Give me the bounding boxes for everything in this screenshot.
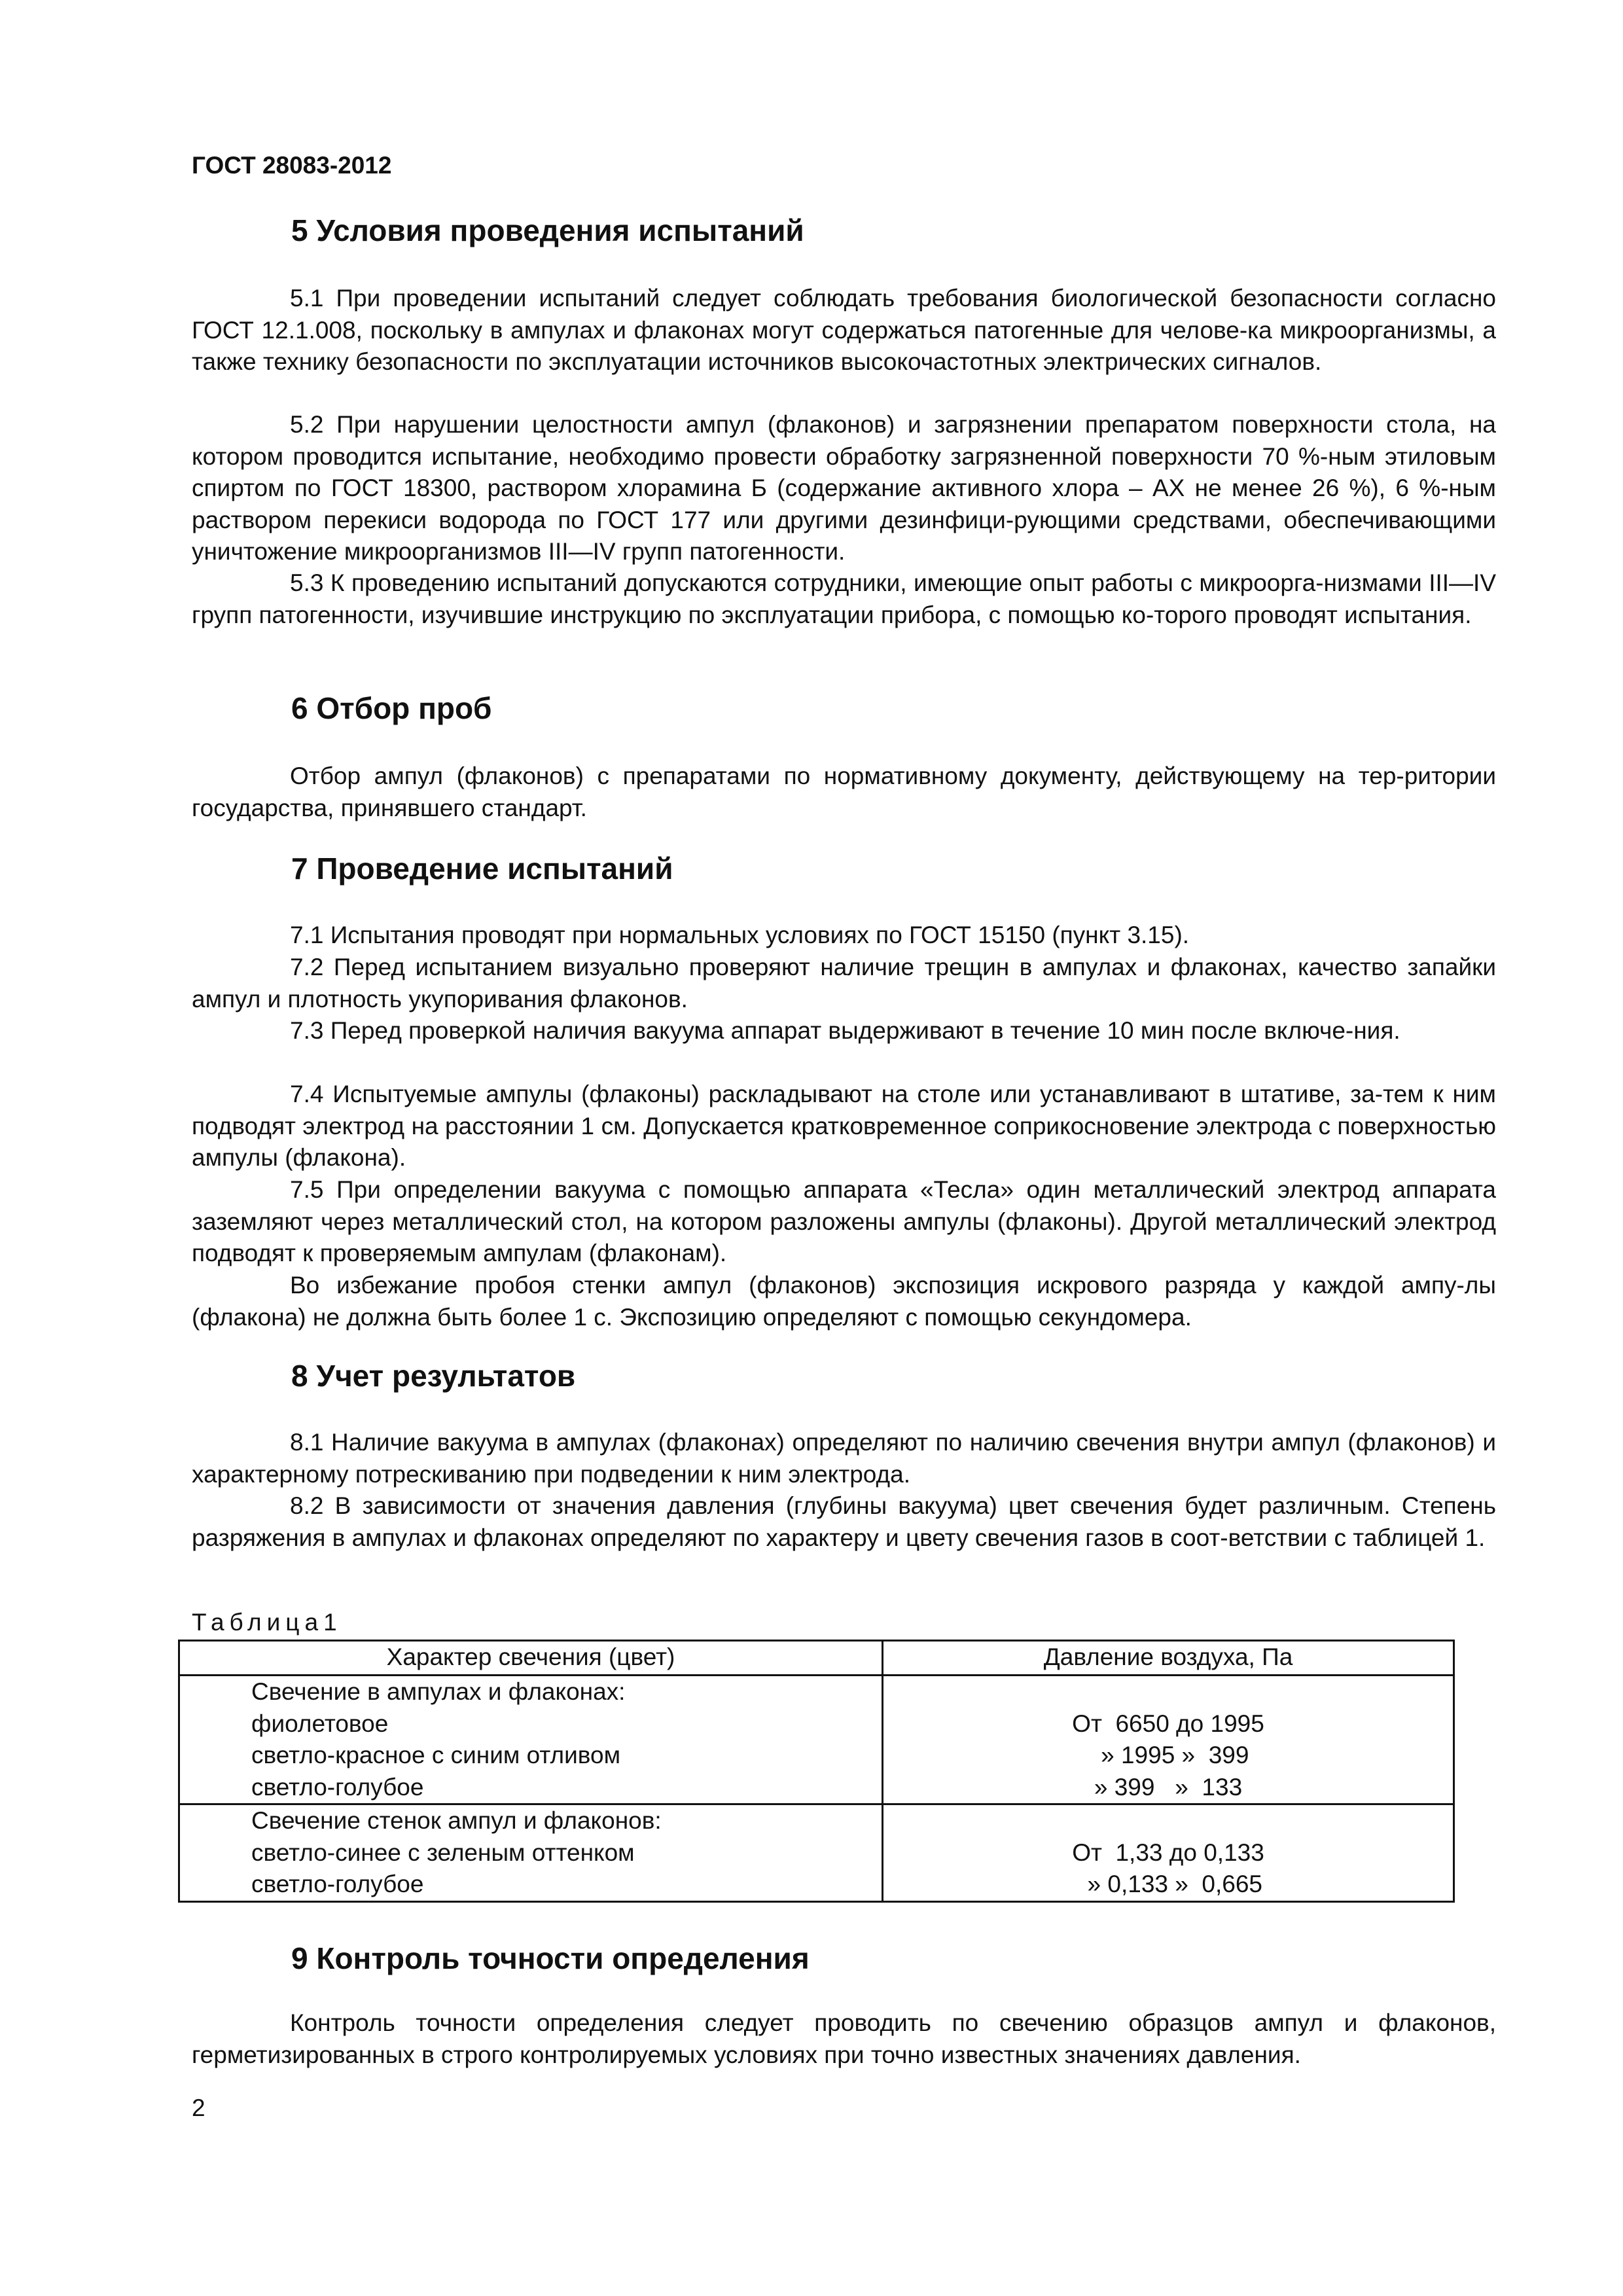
paragraph-5-2: 5.2 При нарушении целостности ампул (флаконов) и загрязнении препаратом поверхности стола, на котором проводится испытание, необходимо провести обработку загрязненной поверхности 70 %-ным этиловым спиртом по ГОСТ 18300, раствором хлорамина Б (содержание активного хлора – АХ не менее 26 %), 6 %-ным раствором перекиси водорода по ГОСТ 177 или другими дезинфици-рующими средствами, обеспечивающими уничтожение микроорганизмов III—IV групп патогенности. [192, 411, 1496, 565]
table-header-glow: Характер свечения (цвет) [179, 1641, 883, 1676]
paragraph-7-3: 7.3 Перед проверкой наличия вакуума аппарат выдерживают в течение 10 мин после включе-ния. [290, 1017, 1400, 1044]
table-cell-line [883, 1805, 1453, 1837]
table-cell-line: фиолетовое [251, 1710, 389, 1737]
paragraph-6: Отбор ампул (флаконов) с препаратами по нормативному документу, действующему на тер-ритории государства, принявшего стандарт. [192, 762, 1496, 821]
paragraph-7-5: 7.5 При определении вакуума с помощью аппарата «Тесла» один металлический электрод аппарата заземляют через металлический стол, на котором разложены ампулы (флаконы). Другой металлический электрод подводят к проверяемым ампулам (флаконам). [192, 1176, 1496, 1266]
table-cell-line: » 0,133 » 0,665 [1073, 1871, 1262, 1897]
table-row [179, 1804, 1454, 1902]
table-cell-pressure [883, 1804, 1454, 1902]
table-cell-line: От 1,33 до 0,133 [1072, 1839, 1264, 1866]
section-heading-7: 7 Проведение испытаний [291, 852, 673, 886]
table-cell-glow [179, 1676, 883, 1804]
table-cell-line: » 1995 » 399 [1087, 1742, 1249, 1768]
table-header-pressure: Давление воздуха, Па [883, 1641, 1454, 1676]
table-caption: Таблица1 [192, 1609, 342, 1636]
document-id: ГОСТ 28083-2012 [192, 152, 392, 179]
table-cell-line [883, 1676, 1453, 1708]
table-cell-pressure [883, 1676, 1454, 1804]
section-heading-9: 9 Контроль точности определения [291, 1941, 810, 1975]
table-cell-line: Свечение стенок ампул и флаконов: [251, 1807, 662, 1834]
table-cell-line: Свечение в ампулах и флаконах: [251, 1678, 626, 1705]
table-cell-glow [179, 1804, 883, 1902]
section-heading-8: 8 Учет результатов [291, 1359, 576, 1393]
table-cell-line: От 6650 до 1995 [1072, 1710, 1264, 1737]
table-cell-line: » 399 » 133 [1094, 1773, 1243, 1801]
table-header-row [179, 1641, 1454, 1676]
paragraph-7-1: 7.1 Испытания проводят при нормальных условиях по ГОСТ 15150 (пункт 3.15). [290, 922, 1190, 948]
paragraph-5-3: 5.3 К проведению испытаний допускаются сотрудники, имеющие опыт работы с микроорга-низмами III—IV групп патогенности, изучившие инструкцию по эксплуатации прибора, с помощью ко-торого проводят испытания. [192, 569, 1496, 628]
section-heading-5: 5 Условия проведения испытаний [291, 213, 804, 247]
glow-pressure-table [178, 1640, 1455, 1903]
paragraph-8-1: 8.1 Наличие вакуума в ампулах (флаконах) определяют по наличию свечения внутри ампул (флаконов) и характерному потрескиванию при подведении к ним электрода. [192, 1429, 1496, 1488]
section-heading-6: 6 Отбор проб [291, 691, 492, 725]
table-cell-line: светло-голубое [251, 1871, 424, 1897]
paragraph-7-6: Во избежание пробоя стенки ампул (флаконов) экспозиция искрового разряда у каждой ампу-лы (флакона) не должна быть более 1 с. Экспозицию определяют с помощью секундомера. [192, 1272, 1496, 1331]
paragraph-9: Контроль точности определения следует проводить по свечению образцов ампул и флаконов, герметизированных в строго контролируемых условиях при точно известных значениях давления. [192, 2009, 1496, 2068]
table-cell-line: светло-голубое [251, 1773, 424, 1801]
table-row [179, 1676, 1454, 1804]
paragraph-7-2: 7.2 Перед испытанием визуально проверяют наличие трещин в ампулах и флаконах, качество запайки ампул и плотность укупоривания флаконов. [192, 954, 1496, 1013]
page-number: 2 [192, 2094, 205, 2121]
paragraph-7-4: 7.4 Испытуемые ампулы (флаконы) раскладывают на столе или устанавливают в штативе, за-тем к ним подводят электрод на расстоянии 1 см. Допускается кратковременное соприкосновение электрода с поверхностью ампулы (флакона). [192, 1081, 1496, 1171]
paragraph-8-2: 8.2 В зависимости от значения давления (глубины вакуума) цвет свечения будет различным. Степень разряжения в ампулах и флаконах определяют по характеру и цвету свечения газов в соот-ветствии с таблицей 1. [192, 1492, 1496, 1551]
table-cell-line: светло-красное с синим отливом [251, 1742, 621, 1768]
paragraph-5-1: 5.1 При проведении испытаний следует соблюдать требования биологической безопасности согласно ГОСТ 12.1.008, поскольку в ампулах и флаконах могут содержаться патогенные для челове-ка микроорганизмы, а также технику безопасности по эксплуатации источников высокочастотных электрических сигналов. [192, 285, 1496, 375]
table-cell-line: светло-синее с зеленым оттенком [251, 1839, 635, 1866]
